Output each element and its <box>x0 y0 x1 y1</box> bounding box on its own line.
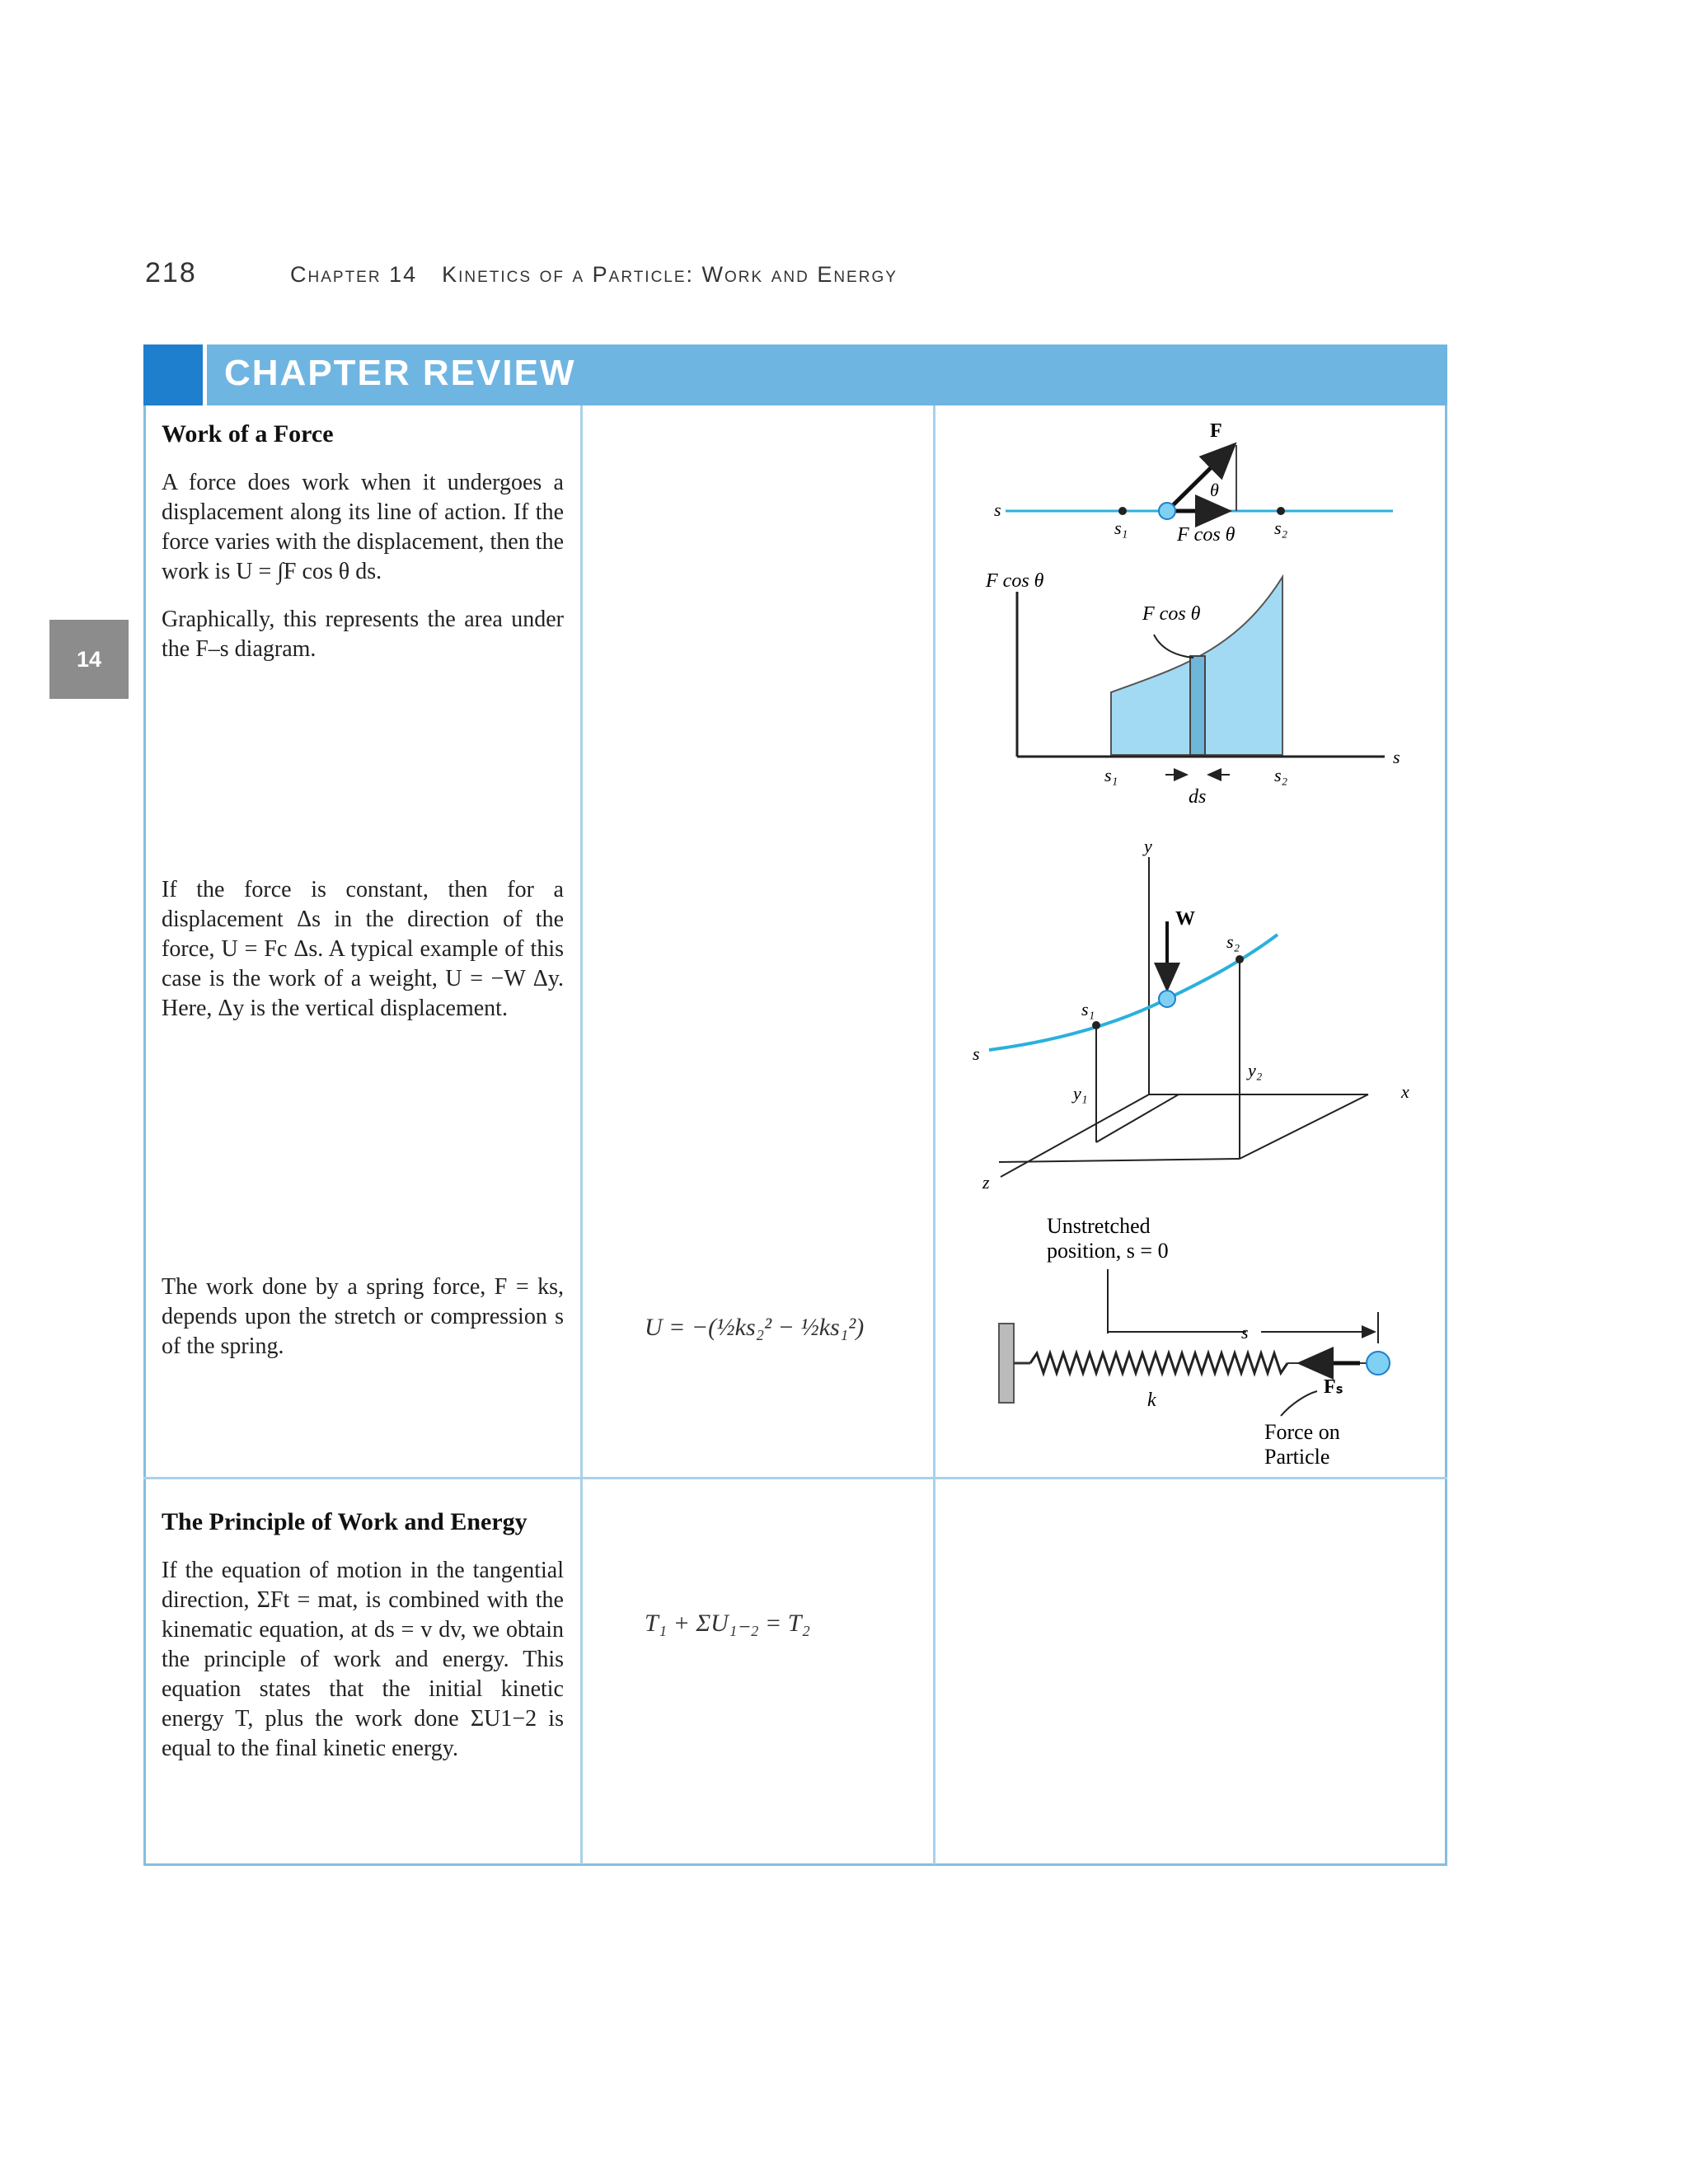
label-W: W <box>1175 908 1195 930</box>
label-y2: y₂ <box>1248 1060 1263 1080</box>
paragraph-constant-force: If the force is constant, then for a displacement Δs in the direction of the force, U = Fc Δs. A typical example of this case is the work of a weight, U = −W Δy. Here, Δy is the vertical displacement. <box>162 877 564 1021</box>
page-number: 218 <box>145 257 197 288</box>
label-fcos: F cos θ <box>1177 524 1236 546</box>
paragraph-spring-force: The work done by a spring force, F = ks, depends upon the stretch or compression s of the spring. <box>162 1274 564 1359</box>
label-s1-curve: s₁ <box>1081 999 1095 1019</box>
chapter-label: Chapter 14 <box>290 262 418 287</box>
label-x-axis: x <box>1401 1081 1409 1102</box>
label-ds: ds <box>1189 786 1207 808</box>
label-force-on: Force on <box>1264 1420 1340 1444</box>
label-y1: y₁ <box>1073 1083 1088 1104</box>
label-curve: F cos θ <box>1142 603 1201 625</box>
label-s-curve: s <box>973 1043 980 1064</box>
label-F: F <box>1210 420 1222 442</box>
label-Fs: Fₛ <box>1324 1376 1343 1398</box>
label-z-axis: z <box>982 1172 990 1193</box>
label-s2: s₂ <box>1274 518 1288 538</box>
chapter-side-tab: 14 <box>49 620 129 699</box>
paragraph-work-definition: A force does work when it undergoes a displacement along its line of action. If the force varies with the displacement, then the work is U = ∫F cos θ ds. <box>162 470 564 584</box>
spring-work-equation: U = −(½ks₂² − ½ks₁²) <box>645 1314 865 1341</box>
work-energy-equation: T₁ + ΣU₁₋₂ = T₂ <box>645 1610 810 1637</box>
label-particle: Particle <box>1264 1445 1330 1469</box>
label-unstretched-1: Unstretched <box>1047 1214 1151 1238</box>
figure-spring <box>999 1214 1390 1469</box>
figure-fs-diagram <box>985 570 1400 808</box>
review-heading: CHAPTER REVIEW <box>224 353 576 393</box>
label-theta: θ <box>1210 480 1219 500</box>
section-title-principle: The Principle of Work and Energy <box>162 1508 528 1535</box>
chapter-title: Kinetics of a Particle: Work and Energy <box>442 262 898 287</box>
figure-force-vector <box>994 420 1393 546</box>
label-unstretched-2: position, s = 0 <box>1047 1239 1169 1263</box>
label-s1-axis: s₁ <box>1104 765 1118 785</box>
label-s1: s₁ <box>1114 518 1128 538</box>
paragraph-graphical: Graphically, this represents the area under the F–s diagram. <box>162 607 564 662</box>
label-s2-axis: s₂ <box>1274 765 1288 785</box>
label-s-axis: s <box>1393 747 1400 767</box>
label-s-path: s <box>994 499 1001 520</box>
label-s-stretch: s <box>1241 1322 1249 1343</box>
label-y-axis: y <box>1144 836 1152 856</box>
label-k: k <box>1147 1390 1156 1411</box>
label-ylabel: F cos θ <box>986 570 1044 592</box>
label-s2-curve: s₂ <box>1226 931 1240 952</box>
figure-weight <box>973 836 1409 1193</box>
section-title-work-of-force: Work of a Force <box>162 420 334 448</box>
paragraph-principle: If the equation of motion in the tangential direction, ΣFt = mat, is combined with the kinematic equation, at ds = v dv, we obtain the principle of work and energy. This equation states that the initial kinetic energy T, plus the work done ΣU1−2 is equal to the final kinetic energy. <box>162 1558 564 1761</box>
